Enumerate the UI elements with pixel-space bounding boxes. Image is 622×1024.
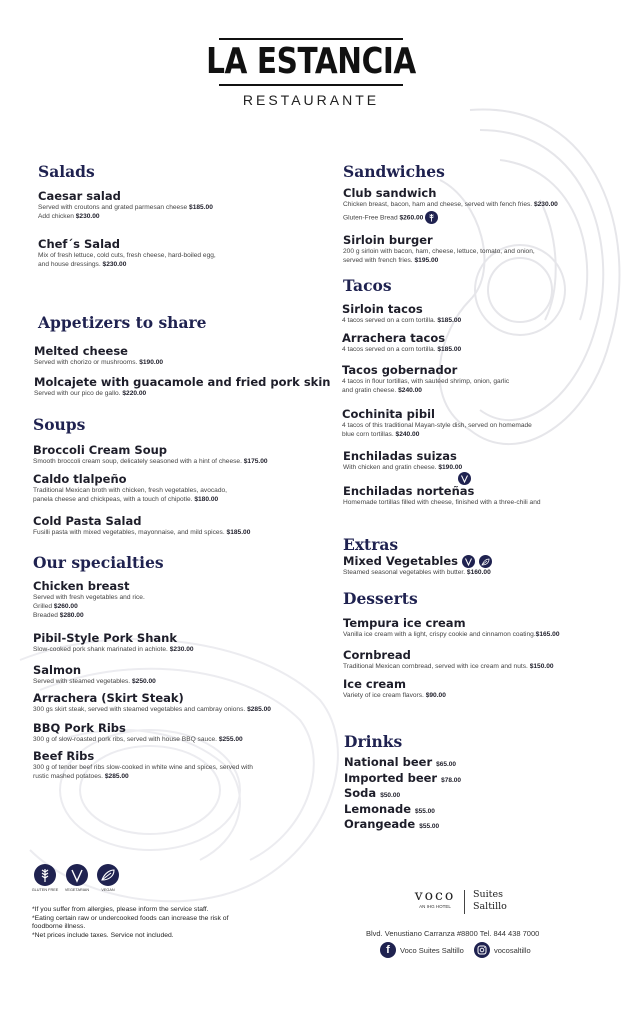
restaurant-name: LA ESTANCIA <box>206 41 416 82</box>
hotel-address: Blvd. Venustiano Carranza #8800 Tel. 844 438 7000 <box>366 929 540 938</box>
item-desc: Served with our pico de gallo. $220.00 <box>34 390 147 397</box>
item-desc: 300 gs skirt steak, served with steamed vegetables and cambray onions. $285.00 <box>33 706 271 713</box>
note-allergies: *If you suffer from allergies, please inform the service staff. <box>32 906 209 913</box>
section-title-drinks: Drinks <box>344 732 403 751</box>
section-title-soups: Soups <box>33 415 86 434</box>
vegan-leaf-icon <box>479 555 492 568</box>
menu-item-bbq-ribs <box>33 721 323 744</box>
logo-divider <box>464 890 465 914</box>
item-name: Molcajete with guacamole and fried pork skin <box>34 375 331 389</box>
item-desc: Served with croutons and grated parmesan cheese $185.00 <box>38 204 213 211</box>
note-raw-food: *Eating certain raw or undercooked foods can increase the risk of <box>32 914 229 922</box>
item-name: Chef´s Salad <box>38 237 121 251</box>
menu-item-ice-cream <box>343 677 603 700</box>
item-desc: Steamed seasonal vegetables with butter. $160.00 <box>343 569 491 576</box>
header-bottom-rule <box>219 84 403 86</box>
item-name: Tempura ice cream <box>343 616 466 630</box>
section-title-desserts: Desserts <box>343 589 418 608</box>
menu-item-beef-ribs <box>33 749 323 781</box>
item-name: Pibil-Style Pork Shank <box>33 631 177 645</box>
voco-logo: voco AN IHG HOTEL <box>414 888 456 909</box>
item-desc: Variety of ice cream flavors. $90.00 <box>343 692 446 699</box>
note-raw-food-cont: foodborne illness. <box>32 923 86 931</box>
item-option-breaded: Breaded $280.00 <box>33 612 84 619</box>
menu-item-sirloin-burger <box>343 233 603 265</box>
item-name: Club sandwich <box>343 186 437 200</box>
item-gluten-free-option: Gluten-Free Bread $260.00 <box>343 211 603 224</box>
item-desc: Vanilla ice cream with a light, crispy cookie and cinnamon coating.$165.00 <box>343 631 560 638</box>
menu-item-caldo-tlalpeno <box>33 472 323 504</box>
item-desc-1: 300 g of tender beef ribs slow-cooked in white wine and spices, served with <box>33 764 253 771</box>
note-taxes: *Net prices include taxes. Service not included. <box>32 931 174 939</box>
item-desc: 4 tacos served on a corn tortilla. $185.00 <box>342 346 462 353</box>
section-title-tacos: Tacos <box>343 276 392 295</box>
menu-item-caesar <box>38 189 308 221</box>
vegan-leaf-icon <box>97 864 119 886</box>
item-desc-2: served with french fries. $195.00 <box>343 257 439 264</box>
menu-item-tempura-ice-cream <box>343 616 603 639</box>
menu-item-arrachera-tacos <box>342 331 602 354</box>
suites-saltillo: Suites Saltillo <box>473 889 507 912</box>
item-desc: With chicken and gratin cheese. $190.00 <box>343 464 463 471</box>
drinks-list <box>344 756 461 834</box>
item-desc-2: rustic mashed potatoes. $285.00 <box>33 773 129 780</box>
item-name: Melted cheese <box>34 344 128 358</box>
item-desc: Served with fresh vegetables and rice. <box>33 594 145 601</box>
item-desc: Smooth broccoli cream soup, delicately seasoned with a hint of cheese. $175.00 <box>33 458 268 465</box>
item-desc: Slow-cooked pork shank marinated in achiote. $230.00 <box>33 646 194 653</box>
drink-item: Soda $50.00 <box>344 786 401 800</box>
section-title-sandwiches: Sandwiches <box>343 162 445 181</box>
legend-gluten-free: GLUTEN FREE <box>31 888 59 892</box>
item-name: Caesar salad <box>38 189 121 203</box>
item-name: Arrachera (Skirt Steak) <box>33 691 184 705</box>
instagram-handle[interactable]: vocosaltillo <box>494 946 531 955</box>
item-desc: Served with steamed vegetables. $250.00 <box>33 678 156 685</box>
item-desc-1: Traditional Mexican broth with chicken, fresh vegetables, avocado, <box>33 487 228 494</box>
item-name: Cornbread <box>343 648 411 662</box>
menu-item-enchiladas-nortenas <box>343 484 603 507</box>
legend-vegan: VEGAN <box>101 888 115 892</box>
menu-item-cornbread <box>343 648 603 671</box>
menu-item-broccoli-soup <box>33 443 323 466</box>
section-title-extras: Extras <box>343 535 399 554</box>
menu-item-chicken-breast <box>33 579 323 620</box>
facebook-icon[interactable]: f <box>380 942 396 958</box>
wheat-icon <box>34 864 56 886</box>
item-desc-1: 200 g sirloin with bacon, ham, cheese, lettuce, tomato, and onion, <box>343 248 535 255</box>
footnotes <box>32 906 272 940</box>
section-title-appetizers: Appetizers to share <box>38 313 207 332</box>
item-desc: 300 g of slow-roasted pork ribs, served with house BBQ sauce. $255.00 <box>33 736 243 743</box>
drink-item: Orangeade $55.00 <box>344 817 440 831</box>
item-name: Caldo tlalpeño <box>33 472 127 486</box>
item-name: Salmon <box>33 663 82 677</box>
leaf-v-icon <box>66 864 88 886</box>
item-desc: Fusilli pasta with mixed vegetables, mayonnaise, and mild spices. $185.00 <box>33 529 251 536</box>
menu-item-club-sandwich <box>343 186 603 224</box>
restaurant-subtitle: RESTAURANTE <box>242 92 380 108</box>
leaf-v-icon <box>462 555 475 568</box>
menu-item-tacos-gobernador <box>342 363 602 395</box>
menu-item-salmon <box>33 663 323 686</box>
legend-vegetarian: VEGETARIAN <box>64 888 90 892</box>
menu-item-molcajete <box>34 375 331 398</box>
item-name: Broccoli Cream Soup <box>33 443 168 457</box>
item-name: Enchiladas norteñas <box>343 484 475 498</box>
wheat-icon <box>425 211 438 224</box>
item-name: Ice cream <box>343 677 406 691</box>
item-desc: Traditional Mexican cornbread, served with ice cream and nuts. $150.00 <box>343 663 554 670</box>
item-extra: Add chicken $230.00 <box>38 213 100 220</box>
item-name: Sirloin burger <box>343 233 433 247</box>
menu-item-enchiladas-suizas <box>343 449 603 472</box>
item-name: Mixed Vegetables <box>343 554 603 568</box>
drink-item: Lemonade $55.00 <box>344 801 435 816</box>
menu-item-pibil-pork-shank <box>33 631 323 654</box>
menu-item-cochinita-pibil <box>342 407 602 439</box>
item-desc: Chicken breast, bacon, ham and cheese, served with fench fries. $230.00 <box>343 201 558 208</box>
menu-item-chef-salad <box>38 237 308 269</box>
item-desc-2: panela cheese and chickpeas, with a touch of chipotle. $180.00 <box>33 496 219 503</box>
menu-item-mixed-vegetables <box>343 554 603 577</box>
item-name: Enchiladas suizas <box>343 449 457 463</box>
item-desc-2: blue corn tortillas. $240.00 <box>342 431 420 438</box>
drink-item: National beer $65.00 <box>344 755 457 769</box>
item-name: Beef Ribs <box>33 749 95 763</box>
item-name: Chicken breast <box>33 579 130 593</box>
item-desc-1: Mix of fresh lettuce, cold cuts, fresh cheese, hard-boiled egg, <box>38 252 216 259</box>
menu-item-arrachera <box>33 691 323 714</box>
restaurant-header <box>0 38 622 108</box>
item-desc-1: 4 tacos in flour tortillas, with sautéed shrimp, onion, garlic <box>342 378 510 385</box>
item-name: BBQ Pork Ribs <box>33 721 126 735</box>
menu-item-cold-pasta <box>33 514 323 537</box>
menu-item-melted-cheese <box>34 344 314 367</box>
item-name: Cold Pasta Salad <box>33 514 142 528</box>
item-name: Tacos gobernador <box>342 363 458 377</box>
instagram-icon[interactable] <box>474 942 490 958</box>
item-desc: Served with chorizo or mushrooms. $190.00 <box>34 359 164 366</box>
item-desc: Homemade tortillas filled with cheese, finished with a three-chili and <box>343 499 541 506</box>
drink-item: Imported beer $78.00 <box>344 770 462 785</box>
item-desc: 4 tacos served on a corn tortilla. $185.00 <box>342 317 462 324</box>
item-desc-2: and house dressings. $230.00 <box>38 261 127 268</box>
item-name: Cochinita pibil <box>342 407 435 421</box>
item-desc-2: and gratin cheese. $240.00 <box>342 387 422 394</box>
item-desc-1: 4 tacos of this traditional Mayan-style dish, served on homemade <box>342 422 532 429</box>
section-title-salads: Salads <box>38 162 95 181</box>
item-name: Arrachera tacos <box>342 331 446 345</box>
item-name: Sirloin tacos <box>342 302 423 316</box>
menu-item-sirloin-tacos <box>342 302 602 325</box>
section-title-specialties: Our specialties <box>33 553 164 572</box>
item-option-grilled: Grilled $260.00 <box>33 603 78 610</box>
facebook-handle[interactable]: Voco Suites Saltillo <box>400 946 464 955</box>
